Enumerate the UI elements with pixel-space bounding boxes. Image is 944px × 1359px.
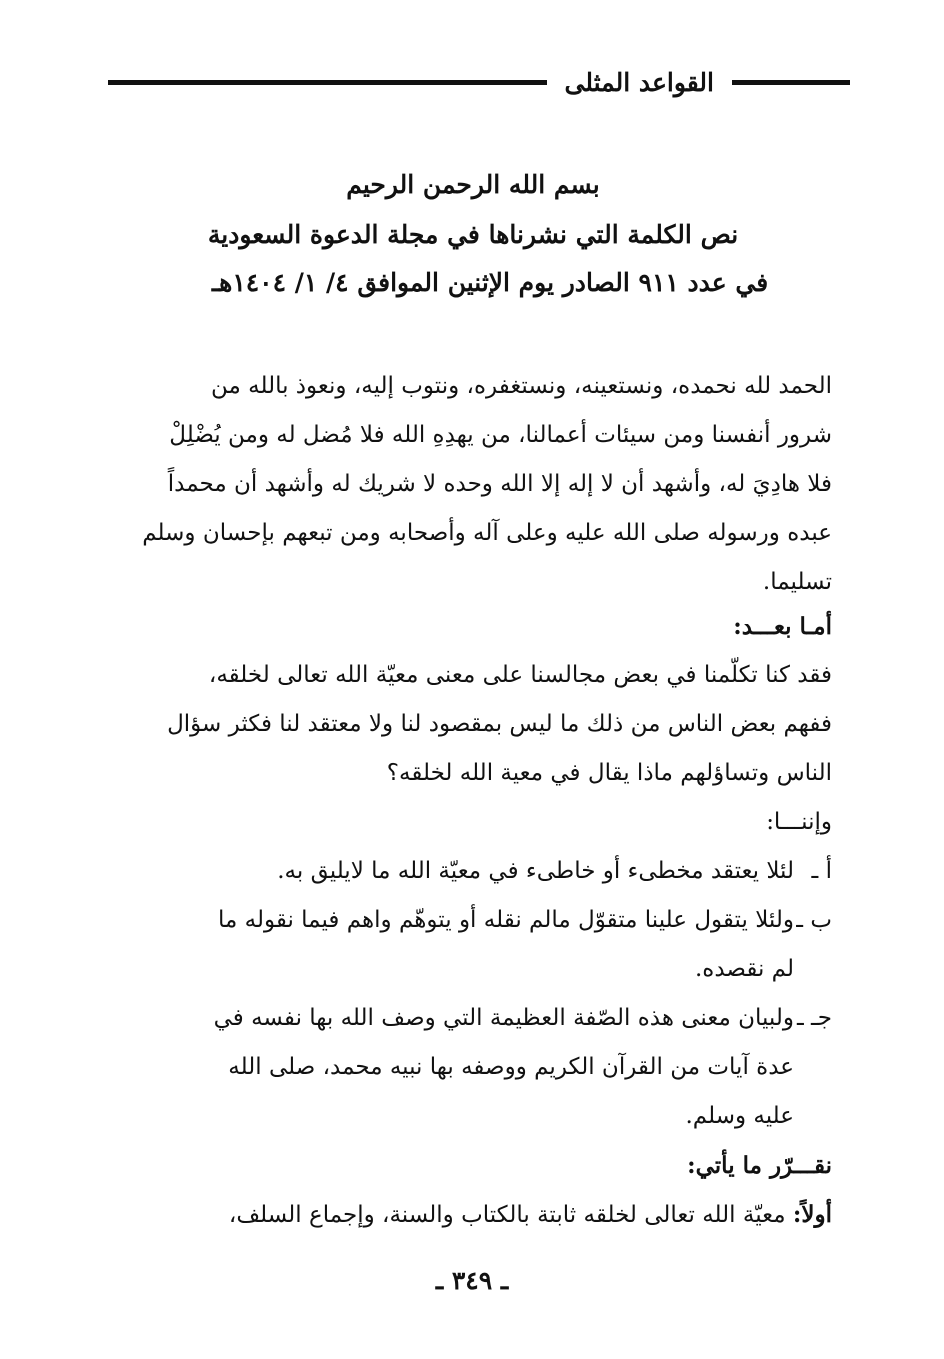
- list-item: [110, 847, 832, 896]
- basmala: بسم الله الرحمن الرحيم: [346, 170, 600, 199]
- text-line: عليه وسلم.: [685, 1103, 794, 1129]
- list-item: [110, 994, 832, 1141]
- header-rule-left: [108, 80, 547, 85]
- heading-line-2: نص الكلمة التي نشرناها في مجلة الدعوة السعودية: [207, 220, 739, 249]
- main-section: [110, 602, 832, 1240]
- text-line: ولبيان معنى هذه الصّفة العظيمة التي وصف الله بها نفسه في: [213, 1005, 794, 1031]
- running-header: [108, 62, 850, 102]
- list-item: [110, 896, 832, 994]
- text-line: [110, 1190, 832, 1240]
- page-number: ـ ٣٤٩ ـ: [435, 1266, 509, 1295]
- text-line: عدة آيات من القرآن الكريم ووصفه بها نبيه محمد، صلى الله: [228, 1054, 794, 1080]
- text-line: الناس وتساؤلهم ماذا يقال في معية الله لخلقه؟: [386, 760, 832, 786]
- text-line: ولئلا يتقول علينا متقوّل مالم نقله أو يتوهّم واهم فيما نقوله ما: [217, 907, 794, 933]
- running-title: القواعد المثلى: [564, 67, 714, 97]
- text-line: ففهم بعض الناس من ذلك ما ليس بمقصود لنا ولا معتقد لنا فكثر سؤال: [167, 711, 832, 737]
- text-line: الحمد لله نحمده، ونستعينه، ونستغفره، ونتوب إليه، ونعوذ بالله من: [210, 373, 832, 399]
- section-title: نقـــرّر ما يأتي:: [687, 1152, 832, 1179]
- text-line: لم نقصده.: [694, 956, 794, 982]
- point-text: معيّة الله تعالى لخلقه ثابتة بالكتاب والسنة، وإجماع السلف،: [228, 1202, 786, 1228]
- intro-paragraph: [110, 362, 832, 607]
- header-rule-right: [732, 80, 850, 85]
- text-line: وإننـــا:: [766, 809, 832, 835]
- list-marker: أ ـ: [811, 858, 832, 884]
- list-marker: ب ـ: [796, 907, 832, 933]
- text-line: تسليما.: [762, 569, 832, 595]
- list-marker: جـ ـ: [796, 1005, 832, 1031]
- text-line: فلا هادِيَ له، وأشهد أن لا إله إلا الله وحده لا شريك له وأشهد أن محمداً: [167, 471, 832, 497]
- point-label: أولاً:: [792, 1201, 832, 1228]
- section-title: أمـا بعـــد:: [733, 613, 832, 640]
- heading-line-3: في عدد ٩١١ الصادر يوم الإثنين الموافق ٤/ ١/ ١٤٠٤هـ: [211, 268, 769, 297]
- text-line: فقد كنا تكلّمنا في بعض مجالسنا على معنى معيّة الله تعالى لخلقه،: [208, 662, 832, 688]
- text-line: لئلا يعتقد مخطىء أو خاطىء في معيّة الله ما لايليق به.: [277, 858, 794, 884]
- text-line: شرور أنفسنا ومن سيئات أعمالنا، من يهدِهِ الله فلا مُضل له ومن يُضْلِلْ: [169, 422, 832, 448]
- text-line: عبده ورسوله صلى الله عليه وعلى آله وأصحابه ومن تبعهم بإحسان وسلم: [142, 520, 832, 546]
